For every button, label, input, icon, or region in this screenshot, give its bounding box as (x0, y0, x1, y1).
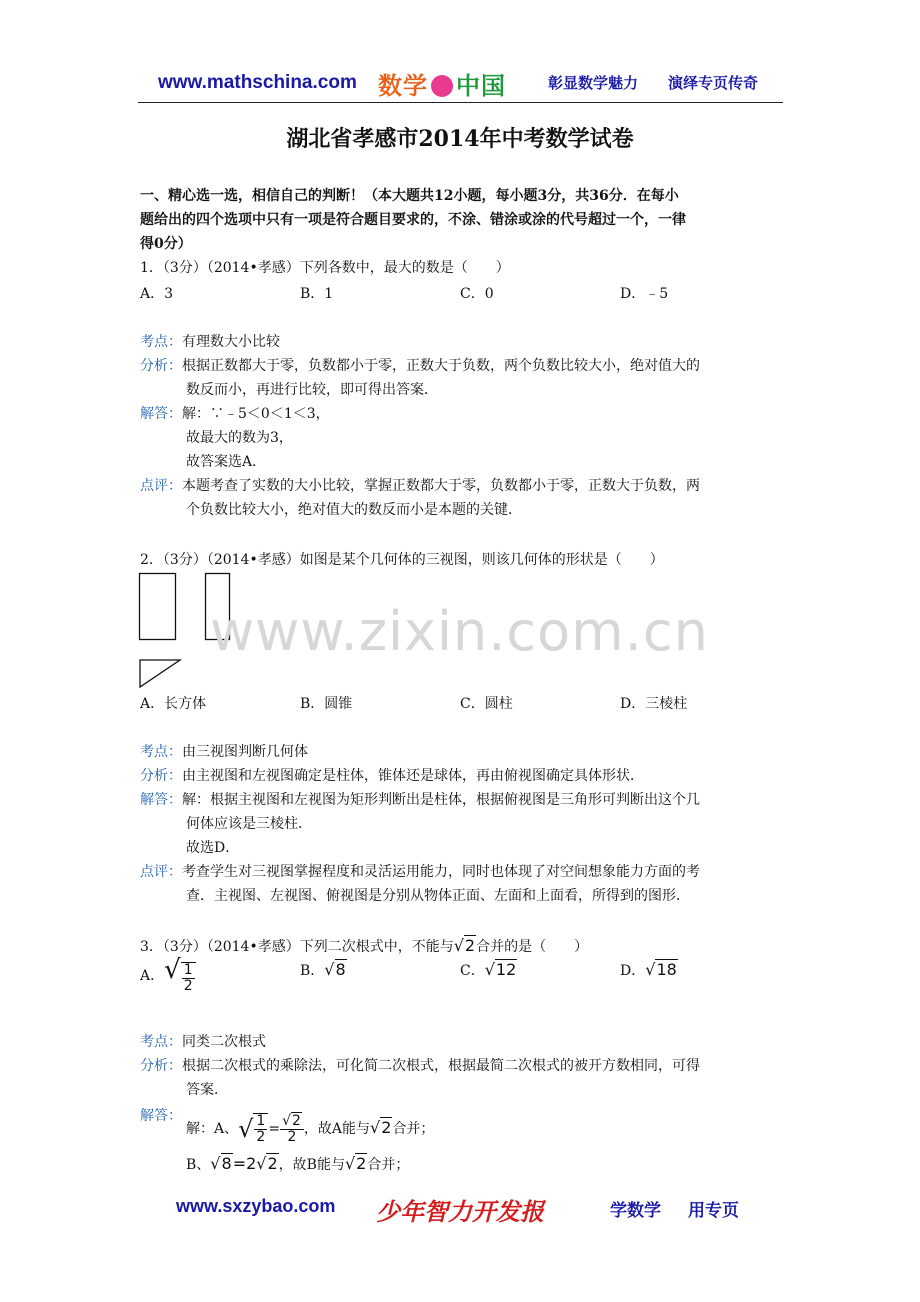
q3-stem-pre: 3．（3分）（2014•孝感）下列二次根式中，不能与 (140, 939, 454, 955)
page-header (140, 66, 782, 102)
q2-option-a: A．长方体 (140, 696, 207, 712)
page-title: 湖北省孝感市2014年中考数学试卷 (286, 126, 634, 152)
logo-part2: 中国 (456, 72, 506, 100)
q1-jieda3: 故答案选A． (186, 454, 267, 470)
q1-kaodian-label: 考点： (140, 334, 182, 350)
q3-option-b-label: B． (300, 963, 325, 979)
q3-jieda-b-end: 合并； (367, 1157, 410, 1173)
q3-option-b-radical: √8 (324, 960, 346, 979)
footer-url[interactable]: www.sxzybao.com (176, 1196, 336, 1216)
q3-stem (140, 934, 588, 959)
q1-jieda-label: 解答： (140, 406, 182, 422)
q2-jieda3: 故选D． (186, 840, 240, 856)
q3-jieda-label-row (140, 1104, 182, 1128)
q3-jieda-a-equals: = (268, 1121, 281, 1137)
q3-kaodian-label: 考点： (140, 1034, 182, 1050)
q3-jieda-a-radical-sign: √ (238, 1115, 254, 1143)
q3-option-a (140, 955, 196, 994)
q3-jieda-a-sqrt2: √2 (370, 1118, 392, 1137)
header-slogan1: 彰显数学魅力 (548, 74, 639, 92)
q3-fenxi-row (140, 1054, 700, 1078)
q3-option-a-fraction: $\frac{1}{2}$ (181, 962, 196, 994)
q3-fenxi2: 答案． (186, 1082, 228, 1098)
q3-jieda-b (186, 1152, 409, 1177)
q1-fenxi2: 数反而小，再进行比较，即可得出答案． (186, 382, 438, 398)
q3-option-c (460, 958, 517, 983)
q1-fenxi-label: 分析： (140, 358, 182, 374)
q3-jieda-b-sqrt2: √2 (344, 1154, 367, 1173)
q2-dianping-row (140, 860, 700, 884)
q2-kaodian-row (140, 740, 308, 764)
q2-jieda2: 何体应该是三棱柱． (186, 816, 312, 832)
q3-jieda-a-rhs-fraction: $\frac{√2}{2}$ (280, 1114, 304, 1145)
q2-option-b: B．圆锥 (300, 696, 353, 712)
q1-kaodian: 有理数大小比较 (182, 334, 280, 350)
q1-option-c: C．0 (460, 286, 494, 302)
q2-jieda-row (140, 788, 700, 812)
q3-stem-post: 合并的是（ ） (476, 939, 589, 955)
q2-jieda-label: 解答： (140, 792, 182, 808)
q1-jieda2: 故最大的数为3， (186, 430, 293, 446)
header-logo (378, 66, 506, 101)
q1-option-b: B．1 (300, 286, 334, 302)
q3-option-a-radical-sign: √ (164, 955, 181, 985)
q3-option-c-label: C． (460, 963, 485, 979)
q3-fenxi1: 根据二次根式的乘除法，可化简二次根式，根据最简二次根式的被开方数相同，可得 (182, 1058, 700, 1074)
q3-jieda-b-pre: B、 (186, 1157, 211, 1173)
q3-option-d (620, 958, 678, 983)
q3-option-c-radical: √12 (484, 960, 517, 979)
q3-option-c-radicand: 12 (495, 960, 517, 979)
footer-slogan1: 学数学 (610, 1201, 661, 1221)
q2-dianping1: 考查学生对三视图掌握程度和灵活运用能力，同时也体现了对空间想象能力方面的考 (182, 864, 700, 880)
q2-fenxi: 由主视图和左视图确定是柱体，锥体还是球体，再由俯视图确定具体形状． (182, 768, 644, 784)
q2-top-view (140, 660, 180, 687)
q3-kaodian-row (140, 1030, 266, 1054)
footer-slogan2: 用专页 (688, 1201, 739, 1221)
page-footer (140, 1192, 782, 1224)
q1-jieda1: 解：∵﹣5＜0＜1＜3， (182, 406, 330, 422)
q2-jieda1: 解：根据主视图和左视图为矩形判断出是柱体，根据俯视图是三角形可判断出这个几 (182, 792, 700, 808)
q3-option-a-label: A． (140, 968, 165, 984)
q2-fenxi-row (140, 764, 644, 788)
section1-line1: 一、精心选一选，相信自己的判断！（本大题共12小题，每小题3分，共36分．在每小 (140, 188, 679, 204)
logo-part1: 数学 (378, 72, 428, 100)
q3-stem-radical: √2 (453, 936, 476, 955)
header-url[interactable]: www.mathschina.com (158, 72, 357, 93)
q1-dianping2: 个负数比较大小，绝对值大的数反而小是本题的关键． (186, 502, 522, 518)
q3-jieda-a (186, 1110, 434, 1147)
logo-globe-icon (431, 75, 453, 97)
q3-jieda-a-end: 合并； (392, 1121, 435, 1137)
q1-fenxi1: 根据正数都大于零，负数都小于零，正数大于负数，两个负数比较大小，绝对值大的 (182, 358, 700, 374)
q1-fenxi-row (140, 354, 700, 378)
q3-jieda-a-lhs-fraction: $\frac{1}{2}$ (253, 1113, 268, 1145)
q3-jieda-b-post: ，故B能与 (278, 1157, 345, 1173)
q2-kaodian-label: 考点： (140, 744, 182, 760)
q2-stem: 2．（3分）（2014•孝感）如图是某个几何体的三视图，则该几何体的形状是（ ） (140, 552, 664, 568)
section1-line3: 得0分） (140, 236, 192, 252)
q1-dianping-row (140, 474, 700, 498)
q1-kaodian-row (140, 330, 280, 354)
q3-option-b-radicand: 8 (335, 960, 346, 979)
q2-fenxi-label: 分析： (140, 768, 182, 784)
footer-brand: 少年智力开发报 (376, 1197, 544, 1226)
q2-kaodian: 由三视图判断几何体 (182, 744, 308, 760)
q2-option-d: D．三棱柱 (620, 696, 688, 712)
q2-front-view (140, 574, 176, 640)
q3-jieda-label: 解答： (140, 1108, 182, 1124)
q3-jieda-b-expr: √8=2√2 (210, 1154, 278, 1173)
q2-dianping-label: 点评： (140, 864, 182, 880)
watermark: www.zixin.com.cn (210, 600, 709, 663)
section1-line2: 题给出的四个选项中只有一项是符合题目要求的，不涂、错涂或涂的代号超过一个，一律 (140, 212, 686, 228)
q3-option-d-label: D． (620, 963, 646, 979)
q3-jieda-a-post: ，故A能与 (303, 1121, 371, 1137)
q1-stem: 1．（3分）（2014•孝感）下列各数中，最大的数是（ ） (140, 260, 510, 276)
q1-option-d: D．﹣5 (620, 286, 669, 302)
header-divider (138, 102, 783, 103)
q1-dianping1: 本题考查了实数的大小比较，掌握正数都大于零，负数都小于零，正数大于负数，两 (182, 478, 700, 494)
q3-option-d-radical: √18 (645, 960, 677, 979)
q2-option-c: C．圆柱 (460, 696, 513, 712)
q3-kaodian: 同类二次根式 (182, 1034, 266, 1050)
q3-jieda-a-pre: 解：A、 (186, 1121, 239, 1137)
q1-dianping-label: 点评： (140, 478, 182, 494)
q1-jieda-row (140, 402, 330, 426)
header-slogan2: 演绎专页传奇 (668, 74, 759, 92)
q1-option-a: A．3 (140, 286, 174, 302)
q2-dianping2: 查．主视图、左视图、俯视图是分别从物体正面、左面和上面看，所得到的图形． (186, 888, 690, 904)
q3-fenxi-label: 分析： (140, 1058, 182, 1074)
q3-option-d-radicand: 18 (656, 960, 677, 979)
q3-option-b (300, 958, 347, 983)
